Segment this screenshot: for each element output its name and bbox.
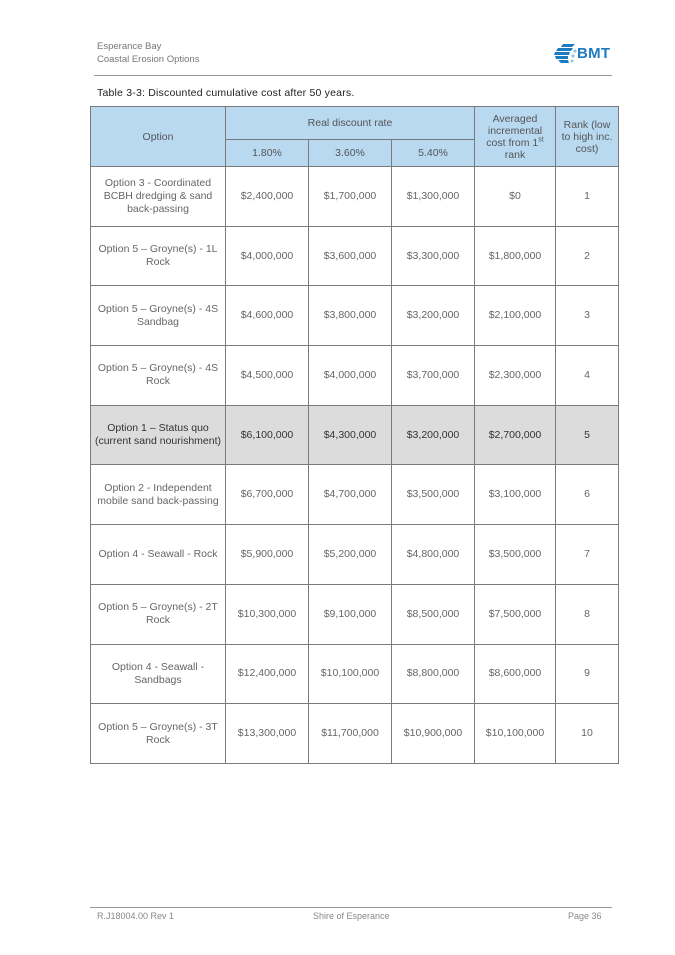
cell-rank: 8 <box>556 584 619 644</box>
cell-option: Option 5 – Groyne(s) - 1L Rock <box>91 226 226 286</box>
logo-wordmark: BMT <box>577 45 611 62</box>
cell-option: Option 5 – Groyne(s) - 4S Sandbag <box>91 286 226 346</box>
cell-rank: 9 <box>556 644 619 704</box>
cell-rate-3: $8,500,000 <box>392 584 475 644</box>
cell-rate-1: $4,500,000 <box>226 346 309 406</box>
table-row <box>91 525 619 585</box>
cell-rate-1: $6,100,000 <box>226 405 309 465</box>
table-row <box>91 644 619 704</box>
cell-rank: 1 <box>556 167 619 227</box>
bmt-globe-icon <box>553 40 579 68</box>
averaged-cost-rank: rank <box>504 148 526 161</box>
cell-rate-1: $6,700,000 <box>226 465 309 525</box>
cell-option: Option 5 – Groyne(s) - 2T Rock <box>91 584 226 644</box>
cell-option: Option 3 - Coordinated BCBH dredging & sand back-passing <box>91 167 226 227</box>
averaged-cost-ordinal: st <box>538 136 544 143</box>
header-rank: Rank (low to high inc. cost) <box>556 107 619 167</box>
cell-rate-2: $3,800,000 <box>309 286 392 346</box>
cell-rate-2: $11,700,000 <box>309 704 392 764</box>
footer-report-number: R.J18004.00 Rev 1 <box>97 911 175 921</box>
cell-option: Option 2 - Independent mobile sand back-passing <box>91 465 226 525</box>
cell-option: Option 4 - Seawall - Sandbags <box>91 644 226 704</box>
cell-rank: 3 <box>556 286 619 346</box>
header-divider <box>94 75 612 76</box>
document-header <box>97 40 199 66</box>
cell-option: Option 5 – Groyne(s) - 3T Rock <box>91 704 226 764</box>
cell-rate-2: $10,100,000 <box>309 644 392 704</box>
cost-table <box>90 106 619 764</box>
header-rate-3: 5.40% <box>392 140 475 167</box>
cell-averaged: $7,500,000 <box>475 584 556 644</box>
header-project: Esperance Bay <box>97 41 162 52</box>
table-row <box>91 346 619 406</box>
table-row <box>91 286 619 346</box>
table-row <box>91 584 619 644</box>
cell-rate-3: $3,300,000 <box>392 226 475 286</box>
cell-averaged: $3,500,000 <box>475 525 556 585</box>
cell-rate-2: $9,100,000 <box>309 584 392 644</box>
cell-rate-1: $4,000,000 <box>226 226 309 286</box>
cell-averaged: $2,300,000 <box>475 346 556 406</box>
cell-rate-1: $10,300,000 <box>226 584 309 644</box>
cell-rate-3: $1,300,000 <box>392 167 475 227</box>
cell-rate-1: $13,300,000 <box>226 704 309 764</box>
table-row <box>91 167 619 227</box>
bmt-logo <box>553 40 615 68</box>
cell-rate-3: $8,800,000 <box>392 644 475 704</box>
cell-rank: 2 <box>556 226 619 286</box>
table-row-highlighted <box>91 405 619 465</box>
cell-averaged: $10,100,000 <box>475 704 556 764</box>
cell-averaged: $2,100,000 <box>475 286 556 346</box>
header-option: Option <box>91 107 226 167</box>
cell-rate-3: $3,500,000 <box>392 465 475 525</box>
table-row <box>91 704 619 764</box>
cell-rank: 6 <box>556 465 619 525</box>
cell-rate-2: $4,700,000 <box>309 465 392 525</box>
header-rate-1: 1.80% <box>226 140 309 167</box>
cell-averaged: $8,600,000 <box>475 644 556 704</box>
cell-rate-3: $3,200,000 <box>392 405 475 465</box>
cell-rate-2: $1,700,000 <box>309 167 392 227</box>
table-row <box>91 226 619 286</box>
footer-page-number: Page 36 <box>568 911 602 921</box>
cell-averaged: $1,800,000 <box>475 226 556 286</box>
cell-rank: 5 <box>556 405 619 465</box>
cell-rate-1: $12,400,000 <box>226 644 309 704</box>
cell-rank: 10 <box>556 704 619 764</box>
cell-rate-3: $4,800,000 <box>392 525 475 585</box>
cell-averaged: $2,700,000 <box>475 405 556 465</box>
cell-averaged: $0 <box>475 167 556 227</box>
cell-rank: 7 <box>556 525 619 585</box>
cell-option: Option 5 – Groyne(s) - 4S Rock <box>91 346 226 406</box>
cell-rate-1: $4,600,000 <box>226 286 309 346</box>
cell-option: Option 4 - Seawall - Rock <box>91 525 226 585</box>
header-averaged-cost <box>475 107 556 167</box>
header-subtitle: Coastal Erosion Options <box>97 54 200 65</box>
cell-rate-2: $5,200,000 <box>309 525 392 585</box>
cell-rate-2: $4,000,000 <box>309 346 392 406</box>
cell-rate-2: $3,600,000 <box>309 226 392 286</box>
header-rate-2: 3.60% <box>309 140 392 167</box>
table-caption: Table 3-3: Discounted cumulative cost after 50 years. <box>97 87 355 99</box>
cell-rank: 4 <box>556 346 619 406</box>
cell-rate-3: $3,200,000 <box>392 286 475 346</box>
cell-option: Option 1 – Status quo (current sand nourishment) <box>91 405 226 465</box>
cell-averaged: $3,100,000 <box>475 465 556 525</box>
footer-client: Shire of Esperance <box>313 911 390 921</box>
averaged-cost-text: Averaged incremental cost from 1 <box>486 112 543 149</box>
table-row <box>91 465 619 525</box>
cell-rate-1: $5,900,000 <box>226 525 309 585</box>
cell-rate-2: $4,300,000 <box>309 405 392 465</box>
header-discount-rate: Real discount rate <box>226 107 475 140</box>
cell-rate-1: $2,400,000 <box>226 167 309 227</box>
footer-divider <box>90 907 612 908</box>
cell-rate-3: $3,700,000 <box>392 346 475 406</box>
cell-rate-3: $10,900,000 <box>392 704 475 764</box>
